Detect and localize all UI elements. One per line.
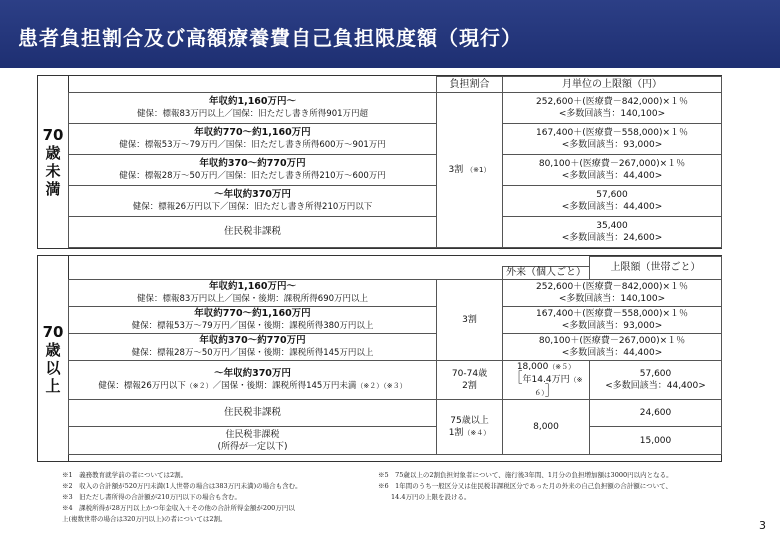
table-row [69, 427, 722, 455]
footnote: ※2 収入の合計額が520万円未満(1人世帯の場合は383万円未満)の場合も含む。 [62, 482, 302, 490]
header-blank [69, 257, 437, 267]
income-label: ～年収約370万円 [214, 189, 291, 200]
income-cell [69, 334, 437, 361]
label-line: 70 [42, 126, 64, 144]
page-number: 3 [759, 519, 766, 532]
income-detail: 健保：標報53万～79万円／国保：旧ただし書き所得600万～901万円 [119, 140, 386, 150]
label-line: 以 [45, 358, 61, 377]
share-cell [437, 400, 503, 455]
limit-multi: <多数回該当：140,100> [558, 109, 666, 119]
share-cell: 3割 [437, 280, 503, 361]
income-label: 年収約1,160万円～ [208, 96, 297, 107]
header-blank [503, 257, 590, 267]
table-row [69, 93, 722, 124]
header-blank [437, 267, 503, 280]
header-blank [69, 267, 437, 280]
share-note: （※1） [466, 166, 491, 174]
table-row [69, 155, 722, 186]
share-value: 2割 [462, 381, 477, 391]
table-row [69, 124, 722, 155]
limit-formula: 167,400＋(医療費－558,000)×１％ [536, 128, 688, 138]
income-detail: 健保：標報26万円以下／国保：旧ただし書き所得210万円以下 [132, 202, 373, 212]
limit-cell [503, 280, 722, 307]
limit-formula: 167,400＋(医療費－558,000)×１％ [536, 309, 688, 319]
income-note: （※２） [185, 382, 213, 390]
limit-cell [503, 93, 722, 124]
limit-multi: <多数回該当：24,600> [561, 233, 663, 243]
label-line: 満 [45, 180, 61, 198]
income-cell [69, 280, 437, 307]
income-cell [69, 400, 437, 427]
income-label: 年収約370～約770万円 [199, 158, 306, 169]
income-detail: ／国保・後期：課税所得145万円未満 [212, 381, 357, 391]
limit-multi: <多数回該当：93,000> [561, 140, 663, 150]
share-cell [437, 361, 503, 400]
share-age: 70-74歳 [451, 369, 488, 379]
header-blank [437, 257, 503, 267]
col-header-outpatient: 外来（個人ごと） [503, 267, 590, 280]
limit-formula: 252,600＋(医療費－842,000)×１％ [536, 282, 688, 292]
outpatient-cell: 8,000 [503, 400, 590, 455]
limit-cell: 15,000 [590, 427, 722, 455]
under70-table [68, 76, 722, 248]
table-row [69, 400, 722, 427]
income-detail: 健保：標報53万～79万円／国保・後期：課税所得380万円以上 [131, 321, 374, 331]
limit-cell [503, 334, 722, 361]
footnote: 上(複数世帯の場合は320万円以上)の者については2割。 [62, 515, 227, 523]
header-blank [69, 77, 437, 93]
outpatient-annual: 年14.4万円 [522, 375, 570, 385]
limit-formula: 35,400 [596, 221, 628, 231]
income-cell [69, 307, 437, 334]
limit-cell [503, 124, 722, 155]
notes-left [62, 470, 302, 525]
table-row [69, 361, 722, 400]
income-cell [69, 361, 437, 400]
label-line: 未 [45, 162, 61, 180]
limit-multi: <多数回該当：44,400> [561, 348, 663, 358]
income-label: 住民税非課税 [223, 407, 281, 418]
footnote: ※3 旧ただし書所得の合計額が210万円以下の場合も含む。 [62, 493, 242, 501]
share-age: 75歳以上 [450, 416, 489, 426]
income-note: （※２）（※３） [356, 382, 407, 390]
limit-cell [503, 155, 722, 186]
limit-formula: 80,100＋(医療費－267,000)×１％ [538, 336, 686, 346]
footnote: ※1 義務教育就学前の者については2割。 [62, 471, 188, 479]
table-row [69, 334, 722, 361]
limit-formula: 252,600＋(医療費－842,000)×１％ [536, 97, 688, 107]
income-label: 年収約770～約1,160万円 [194, 127, 311, 138]
footnote: ※5 75歳以上の2割負担対象者について、施行後3年間、1月分の負担増加額は3000円以内となる。 [378, 471, 673, 479]
share-value: 3割 [448, 165, 464, 175]
income-detail: 健保：標報28万～50万円／国保：旧ただし書き所得210万～600万円 [119, 171, 386, 181]
under70-section [37, 75, 722, 249]
income-detail: 健保：標報28万～50万円／国保・後期：課税所得145万円以上 [131, 348, 374, 358]
over70-table [68, 256, 722, 455]
limit-cell [503, 186, 722, 217]
income-label: ～年収約370万円 [214, 368, 291, 379]
outpatient-value: 18,000 [516, 362, 549, 372]
income-label: 年収約770～約1,160万円 [194, 308, 311, 319]
col-header-share: 負担割合 [437, 77, 503, 93]
income-cell [69, 93, 437, 124]
income-cell [69, 217, 437, 248]
outpatient-note: （※５） [548, 363, 576, 371]
col-header-limit: 上限額（世帯ごと） [590, 257, 722, 280]
share-value: 1割 [448, 428, 464, 438]
income-cell [69, 155, 437, 186]
table-row [69, 186, 722, 217]
limit-multi: <多数回該当：140,100> [558, 294, 666, 304]
limit-formula: 57,600 [596, 190, 628, 200]
outpatient-cell: 18,000（※５） ［年14.4万円（※６）］ [503, 361, 590, 400]
share-cell [437, 93, 503, 248]
limit-multi: <多数回該当：44,400> [561, 171, 663, 181]
notes-right [378, 470, 673, 503]
footnote: ※4 課税所得が28万円以上かつ年金収入＋その他の合計所得金額が200万円以 [62, 504, 295, 512]
label-line: 70 [42, 322, 64, 341]
limit-cell [503, 307, 722, 334]
page-title: 患者負担割合及び高額療養費自己負担限度額（現行） [18, 26, 522, 50]
income-label: 住民税非課税 [225, 429, 280, 440]
label-line: 歳 [45, 340, 61, 359]
income-detail: (所得が一定以下) [217, 441, 288, 452]
income-detail: 健保：標報83万円以上／国保：旧ただし書き所得901万円超 [136, 109, 369, 119]
footnote: ※6 1年間のうち一般区分又は住民税非課税区分であった月の外来の自己負担額の合計額について、 [378, 482, 672, 490]
table-row [69, 217, 722, 248]
share-note: （※４） [463, 429, 491, 437]
limit-value: 57,600 [639, 369, 672, 379]
income-detail: 健保：標報83万円以上／国保・後期：課税所得690万円以上 [136, 294, 369, 304]
limit-cell [503, 217, 722, 248]
table-row [69, 280, 722, 307]
income-label: 年収約370～約770万円 [199, 335, 306, 346]
over70-label [38, 256, 69, 461]
limit-cell: 24,600 [590, 400, 722, 427]
col-header-limit: 月単位の上限額（円） [503, 77, 722, 93]
limit-multi: <多数回該当：44,400> [605, 381, 706, 391]
label-line: 上 [45, 376, 61, 395]
over70-section [37, 255, 722, 462]
title-bar [0, 0, 780, 68]
income-label: 住民税非課税 [223, 226, 281, 237]
income-cell [69, 124, 437, 155]
under70-label [38, 76, 69, 248]
income-cell [69, 186, 437, 217]
footnote: 14.4万円の上限を設ける。 [378, 493, 471, 501]
limit-multi: <多数回該当：44,400> [561, 202, 663, 212]
limit-formula: 80,100＋(医療費－267,000)×１％ [538, 159, 686, 169]
income-label: 年収約1,160万円～ [208, 281, 297, 292]
table-row [69, 307, 722, 334]
income-cell [69, 427, 437, 455]
limit-cell [590, 361, 722, 400]
income-detail: 健保：標報26万円以下 [98, 381, 186, 391]
limit-multi: <多数回該当：93,000> [561, 321, 663, 331]
outpatient-note: （※６） [534, 376, 583, 397]
label-line: 歳 [45, 144, 61, 162]
